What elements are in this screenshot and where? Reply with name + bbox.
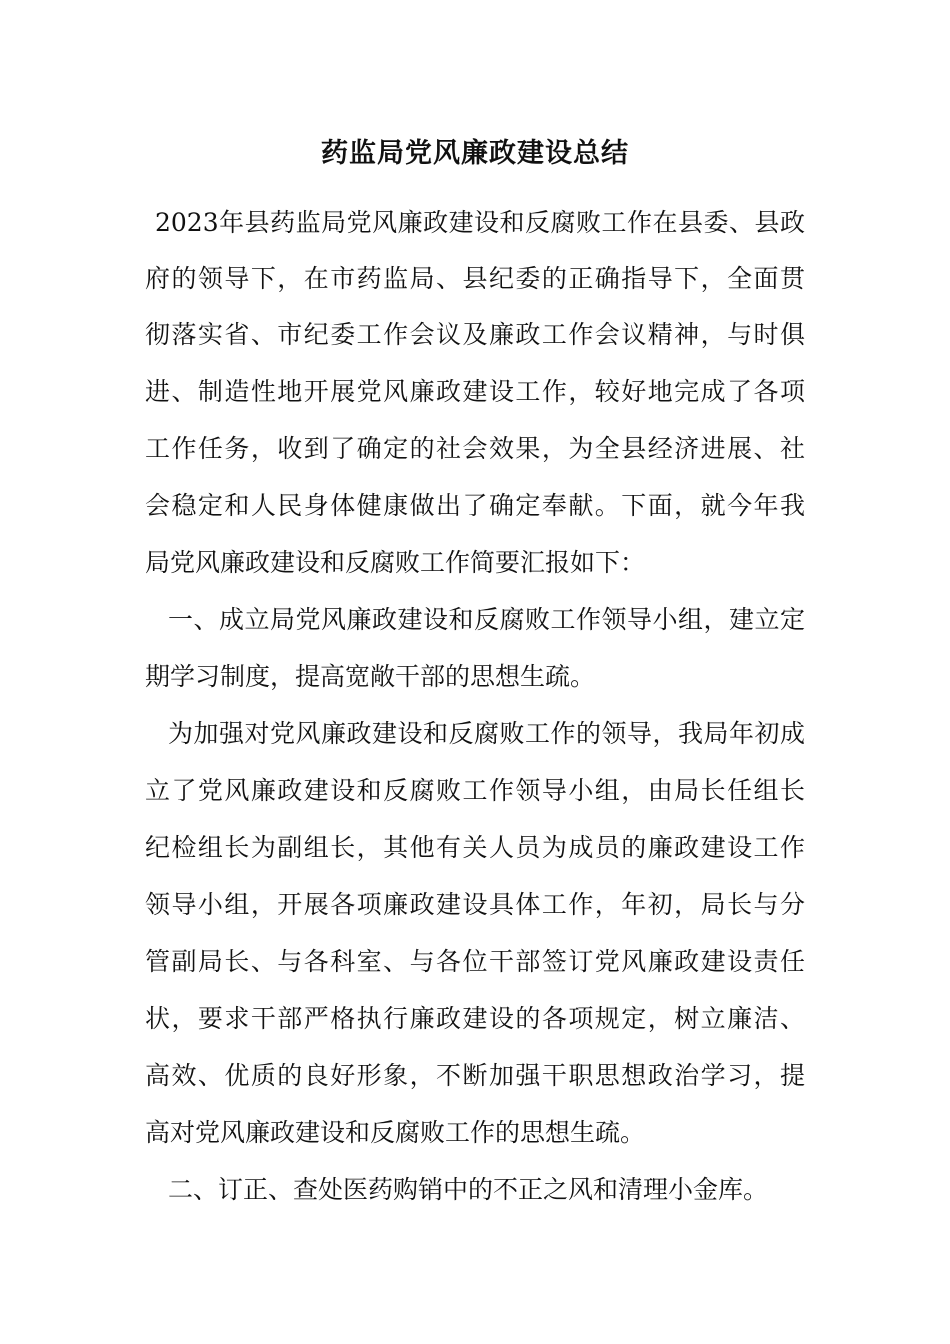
section-heading-line: 二、订正、查处医药购销中的不正之风和清理小金库。 xyxy=(168,1175,769,1204)
paragraph-line: 会稳定和人民身体健康做出了确定奉献。下面，就今年我 xyxy=(145,491,805,520)
paragraph-line: 2023年县药监局党风廉政建设和反腐败工作在县委、县政 xyxy=(155,208,805,237)
document-title: 药监局党风廉政建设总结 xyxy=(321,138,629,169)
paragraph-line: 立了党风廉政建设和反腐败工作领导小组，由局长任组长 xyxy=(145,776,805,805)
section-heading-line: 期学习制度，提高宽敞干部的思想生疏。 xyxy=(145,662,596,691)
paragraph-line: 彻落实省、市纪委工作会议及廉政工作会议精神，与时俱 xyxy=(145,320,805,349)
paragraph-line: 工作任务，收到了确定的社会效果，为全县经济进展、社 xyxy=(145,434,805,463)
paragraph-line: 进、制造性地开展党风廉政建设工作，较好地完成了各项 xyxy=(145,377,805,406)
paragraph-line: 府的领导下，在市药监局、县纪委的正确指导下，全面贯 xyxy=(145,264,805,293)
paragraph-line: 高对党风廉政建设和反腐败工作的思想生疏。 xyxy=(145,1118,646,1147)
paragraph-line: 领导小组，开展各项廉政建设具体工作，年初，局长与分 xyxy=(145,890,805,919)
section-heading-line: 一、成立局党风廉政建设和反腐败工作领导小组，建立定 xyxy=(168,605,805,634)
paragraph-line: 高效、优质的良好形象，不断加强干职思想政治学习，提 xyxy=(145,1061,805,1090)
paragraph-line: 纪检组长为副组长，其他有关人员为成员的廉政建设工作 xyxy=(145,833,805,862)
paragraph-line: 局党风廉政建设和反腐败工作简要汇报如下： xyxy=(145,548,646,577)
paragraph-line: 状，要求干部严格执行廉政建设的各项规定，树立廉洁、 xyxy=(145,1004,805,1033)
paragraph-line: 管副局长、与各科室、与各位干部签订党风廉政建设责任 xyxy=(145,947,805,976)
paragraph-line: 为加强对党风廉政建设和反腐败工作的领导，我局年初成 xyxy=(168,719,805,748)
